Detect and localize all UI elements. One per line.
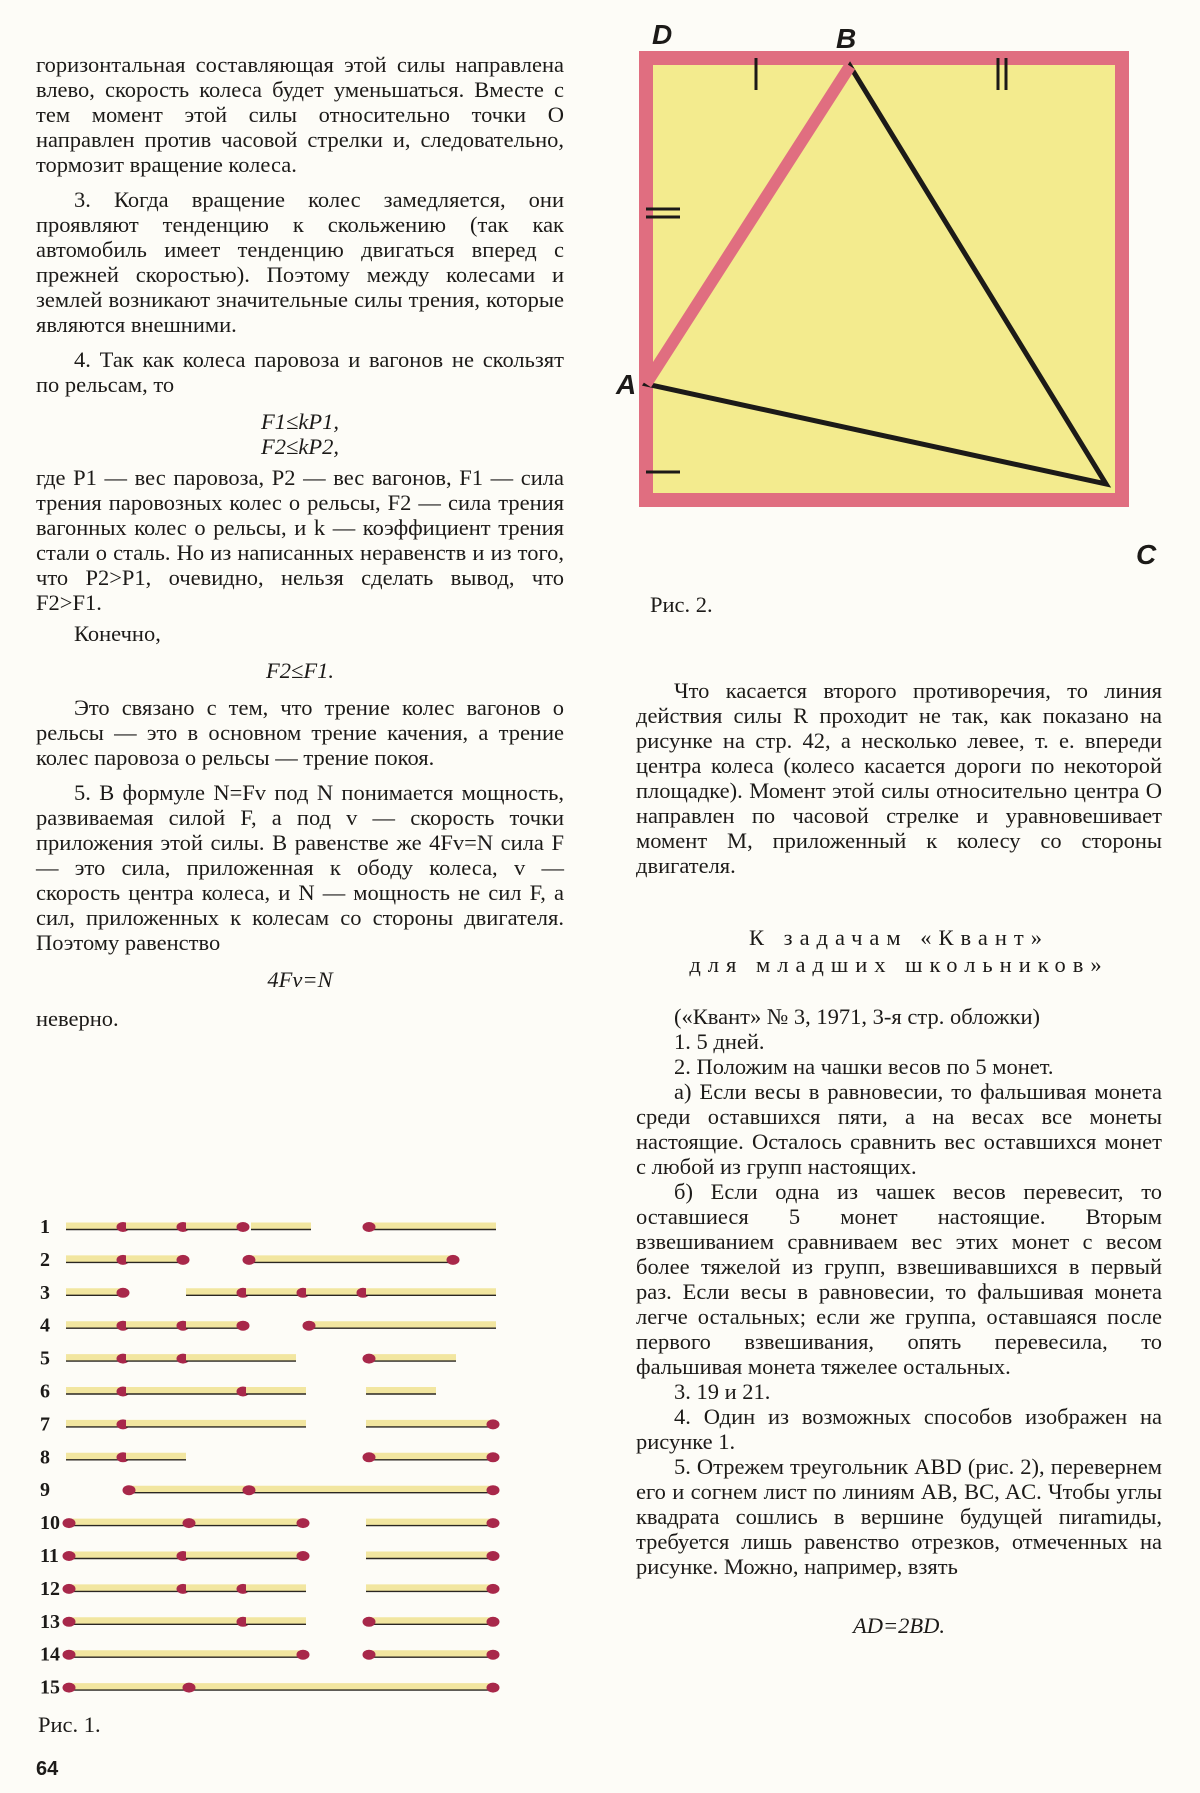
- match-head: [183, 1683, 196, 1693]
- answer: 1. 5 дней.: [674, 1029, 765, 1054]
- row-number: 8: [40, 1446, 50, 1469]
- match-head: [487, 1584, 500, 1594]
- section-heading: [636, 924, 1162, 978]
- figure-2-caption: Рис. 2.: [650, 592, 713, 617]
- row-number: 13: [40, 1610, 60, 1633]
- match-head: [183, 1518, 196, 1528]
- row-number: 14: [40, 1643, 60, 1666]
- row-number: 3: [40, 1281, 50, 1304]
- match-head: [363, 1617, 376, 1627]
- paragraph: Что касается второго противоречия, то линия действия силы R проходит не так, как показано на рисунке на стр. 42, а несколько левее, т. е. впереди центра колеса (колесо касается дороги по некоторой площадке). Момент этой силы относительно центра O направлен по часовой стрелке и уравновешивает момент M, приложенный к колесу со стороны двигателя.: [636, 678, 1162, 878]
- paragraph: горизонтальная составляющая этой силы направлена влево, скорость колеса будет уменьшаться. Вместе с тем момент этой силы относительно точки O направлен против часовой стрелки и, следовательно, тормозит вращение колеса.: [36, 52, 564, 177]
- row-number: 2: [40, 1248, 50, 1271]
- match-head: [487, 1617, 500, 1627]
- label-a: A: [616, 369, 637, 400]
- page-number: 64: [36, 1758, 59, 1780]
- heading-line: К задачам «Квант»: [749, 925, 1049, 950]
- figure-1: [36, 1204, 576, 1699]
- row-number: 10: [40, 1512, 60, 1535]
- label-d: D: [652, 19, 673, 50]
- match-head: [487, 1650, 500, 1660]
- answer: 4. Один из возможных способов изображен на рисунке 1.: [636, 1404, 1162, 1454]
- row-number: 9: [40, 1479, 50, 1502]
- match-head: [487, 1551, 500, 1561]
- row-number: 11: [40, 1545, 59, 1567]
- match-head: [363, 1452, 376, 1462]
- figure-2: [616, 14, 1188, 570]
- formula: F1≤kP1,: [261, 409, 339, 434]
- label-b: B: [836, 23, 857, 54]
- figure-1-caption: Рис. 1.: [38, 1712, 101, 1737]
- row-number: 5: [40, 1347, 50, 1370]
- paragraph: 3. Когда вращение колес замедляется, они проявляют тенденцию к скольжению (так как автомобиль имеет тенденцию двигаться вперед с прежней скоростью). Поэтому между колесами и землей возникают значительные силы трения, которые являются внешними.: [36, 187, 564, 337]
- formula: F2≤kP2,: [261, 434, 339, 459]
- match-head: [297, 1518, 310, 1528]
- heading-line: для младших школьников»: [689, 952, 1109, 977]
- label-c: C: [1136, 539, 1157, 570]
- matchstick-rows: [40, 1216, 500, 1699]
- paragraph: 5. В формуле N=Fv под N понимается мощность, развиваемая силой F, а под v — скорость точки приложения этой силы. В равенстве же 4Fv=N сила F — это сила, приложенная к ободу колеса, v — скорость центра колеса, и N — мощность не сил F, а сил, приложенных к колесам со стороны двигателя. Поэтому равенство: [36, 780, 564, 955]
- paragraph: неверно.: [36, 1006, 119, 1031]
- match-head: [297, 1551, 310, 1561]
- match-head: [63, 1650, 76, 1660]
- match-head: [63, 1584, 76, 1594]
- match-head: [487, 1419, 500, 1429]
- match-head: [123, 1485, 136, 1495]
- paragraph: 4. Так как колеса паровоза и вагонов не скользят по рельсам, то: [36, 347, 564, 397]
- match-head: [237, 1222, 250, 1232]
- row-number: 1: [40, 1216, 50, 1238]
- match-head: [363, 1222, 376, 1232]
- match-head: [117, 1288, 130, 1298]
- paragraph: где P1 — вес паровоза, P2 — вес вагонов, F1 — сила трения паровозных колес о рельсы, F2 — сила трения вагонных колес о рельсы, и k — коэффициент трения стали о сталь. Но из написанных неравенств и из того, что P2>P1, очевидно, нельзя сделать вывод, что F2>F1.: [36, 465, 564, 615]
- match-head: [63, 1683, 76, 1693]
- match-head: [63, 1551, 76, 1561]
- answer: 5. Отрежем треугольник ABD (рис. 2), перевернем его и согнем лист по линиям AB, BC, AC. Чтобы углы квадрата сошлись в вершине будущей пиramиды, требуется лишь равенство отрезков, отмеченных на рисунке. Можно, например, взять: [636, 1454, 1162, 1579]
- match-head: [487, 1683, 500, 1693]
- match-head: [177, 1255, 190, 1265]
- right-column: [636, 678, 1162, 1638]
- row-number: 15: [40, 1676, 60, 1699]
- formula: AD=2BD.: [852, 1613, 946, 1638]
- row-number: 6: [40, 1380, 50, 1403]
- answer: 2. Положим на чашки весов по 5 монет.: [674, 1054, 1054, 1079]
- row-number: 4: [40, 1314, 50, 1337]
- match-head: [243, 1255, 256, 1265]
- match-head: [363, 1650, 376, 1660]
- formula: 4Fv=N: [267, 967, 333, 992]
- match-head: [63, 1518, 76, 1528]
- answer: б) Если одна из чашек весов перевесит, то оставшиеся 5 монет настоящие. Вторым взвешиванием сравниваем вес этих монет с весом более тяжелой из групп, взвешивавшихся в первый раз. Если весы в равновесии, то фальшивая монета легче остальных; если же группа, оставшаяся после первого взвешивания, опять перевесила, то фальшивая монета тяжелее остальных.: [636, 1179, 1162, 1379]
- paragraph: Это связано с тем, что трение колес вагонов о рельсы — это в основном трение качения, а трение колес паровоза о рельсы — трение покоя.: [36, 695, 564, 770]
- left-column: [36, 52, 564, 1031]
- row-number: 7: [40, 1413, 50, 1436]
- source-note: («Квант» № 3, 1971, 3-я стр. обложки): [674, 1004, 1041, 1029]
- match-head: [363, 1354, 376, 1364]
- match-head: [487, 1452, 500, 1462]
- match-head: [303, 1321, 316, 1331]
- answer: а) Если весы в равновесии, то фальшивая монета среди оставшихся пяти, а на весах все монеты настоящие. Осталось сравнить вес оставшихся монет с любой из групп настоящих.: [636, 1079, 1162, 1179]
- match-head: [237, 1321, 250, 1331]
- row-number: 12: [40, 1577, 60, 1600]
- match-head: [243, 1485, 256, 1495]
- match-head: [63, 1617, 76, 1627]
- paragraph: Конечно,: [74, 621, 161, 646]
- match-head: [487, 1485, 500, 1495]
- match-head: [447, 1255, 460, 1265]
- match-head: [297, 1650, 310, 1660]
- formula: F2≤F1.: [266, 658, 334, 683]
- match-head: [487, 1518, 500, 1528]
- answer: 3. 19 и 21.: [674, 1379, 771, 1404]
